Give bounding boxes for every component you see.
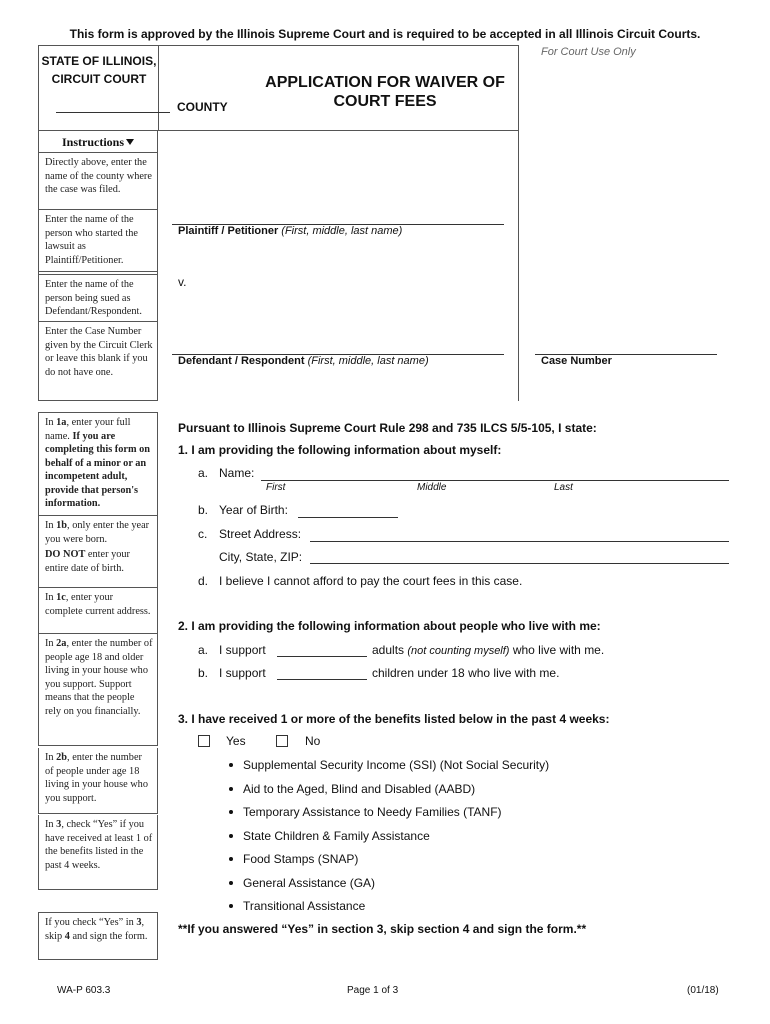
state-court-label: STATE OF ILLINOIS, CIRCUIT COURT [41, 54, 157, 86]
benefit-item: State Children & Family Assistance [229, 829, 430, 843]
section-2-title: 2. I am providing the following information about people who live with me: [178, 619, 601, 633]
yes-label: Yes [226, 734, 246, 748]
court-use-label: For Court Use Only [541, 46, 636, 58]
support-adults-label: I support [219, 643, 266, 657]
children-count-input[interactable] [277, 679, 367, 680]
year-of-birth-label: Year of Birth: [219, 503, 288, 517]
instruction-2b: In 2b, enter the number of people under age 18 living in your house who you support. [38, 748, 158, 814]
section-1-title: 1. I am providing the following information about myself: [178, 443, 502, 457]
instruction-1b: In 1b, only enter the year you were born. DO NOT enter your entire date of birth. [38, 516, 158, 588]
instruction-3: In 3, check “Yes” if you have received at least 1 of the benefits listed in the past 4 weeks. [38, 815, 158, 890]
benefit-item: Aid to the Aged, Blind and Disabled (AABD) [229, 782, 475, 796]
item-1a-marker: a. [198, 466, 209, 480]
instruction-plaintiff: Enter the name of the person who started the lawsuit as Plaintiff/Petitioner. [38, 210, 158, 272]
county-label: COUNTY [177, 100, 228, 114]
plaintiff-label: Plaintiff / Petitioner (First, middle, last name) [178, 225, 403, 237]
instructions-toggle[interactable]: Instructions [39, 135, 157, 150]
instruction-defendant: Enter the name of the person being sued as Defendant/Respondent. [38, 274, 158, 322]
street-address-input[interactable] [310, 541, 729, 542]
adults-count-input[interactable] [277, 656, 367, 657]
benefit-item: Food Stamps (SNAP) [229, 852, 358, 866]
adults-text: adults (not counting myself) who live with me. [372, 643, 605, 657]
instruction-1c: In 1c, enter your complete current address. [38, 588, 158, 634]
top-notice: This form is approved by the Illinois Supreme Court and is required to be accepted in all Illinois Circuit Courts. [69, 27, 701, 41]
item-2b-marker: b. [198, 666, 209, 680]
form-title: APPLICATION FOR WAIVER OF COURT FEES [265, 74, 505, 110]
benefit-item: Temporary Assistance to Needy Families (TANF) [229, 805, 502, 819]
item-1d-marker: d. [198, 574, 209, 588]
year-of-birth-input[interactable] [298, 517, 398, 518]
form-version: (01/18) [687, 985, 719, 996]
benefit-item: General Assistance (GA) [229, 876, 375, 890]
instruction-county: Directly above, enter the name of the county where the case was filed. [38, 152, 158, 210]
name-input[interactable] [261, 480, 729, 481]
no-label: No [305, 734, 321, 748]
benefit-item: Supplemental Security Income (SSI) (Not Social Security) [229, 758, 549, 772]
name-middle-hint: Middle [417, 482, 447, 493]
county-input[interactable] [56, 112, 170, 113]
name-last-hint: Last [554, 482, 573, 493]
afford-statement: I believe I cannot afford to pay the court fees in this case. [219, 574, 523, 588]
name-label: Name: [219, 466, 255, 480]
instruction-case-number: Enter the Case Number given by the Circuit Clerk or leave this blank if you do not have one. [38, 322, 158, 401]
yes-checkbox[interactable] [198, 735, 210, 747]
section-3-title: 3. I have received 1 or more of the benefits listed below in the past 4 weeks: [178, 712, 610, 726]
intro-statement: Pursuant to Illinois Supreme Court Rule 298 and 735 ILCS 5/5-105, I state: [178, 421, 597, 435]
item-1b-marker: b. [198, 503, 209, 517]
instruction-1a: In 1a, enter your full name. If you are completing this form on behalf of a minor or an incompetent adult, provide that person's information. [38, 412, 158, 516]
case-number-label: Case Number [541, 355, 612, 367]
versus-label: v. [178, 275, 187, 289]
children-text: children under 18 who live with me. [372, 666, 560, 680]
street-address-label: Street Address: [219, 527, 302, 541]
item-2a-marker: a. [198, 643, 209, 657]
instruction-2a: In 2a, enter the number of people age 18 and older living in your house who you support. Support means that the people rely on you financially. [38, 634, 158, 746]
page-number: Page 1 of 3 [347, 985, 399, 996]
city-state-zip-label: City, State, ZIP: [219, 550, 303, 564]
name-first-hint: First [266, 482, 286, 493]
form-id: WA-P 603.3 [57, 985, 111, 996]
city-state-zip-input[interactable] [310, 563, 729, 564]
no-checkbox[interactable] [276, 735, 288, 747]
item-1c-marker: c. [198, 527, 208, 541]
benefit-item: Transitional Assistance [229, 899, 365, 913]
caret-down-icon [126, 139, 134, 145]
instruction-skip: If you check “Yes” in 3, skip 4 and sign the form. [38, 912, 158, 960]
support-children-label: I support [219, 666, 266, 680]
defendant-label: Defendant / Respondent (First, middle, last name) [178, 355, 429, 367]
skip-note: **If you answered “Yes” in section 3, skip section 4 and sign the form.** [178, 922, 587, 936]
